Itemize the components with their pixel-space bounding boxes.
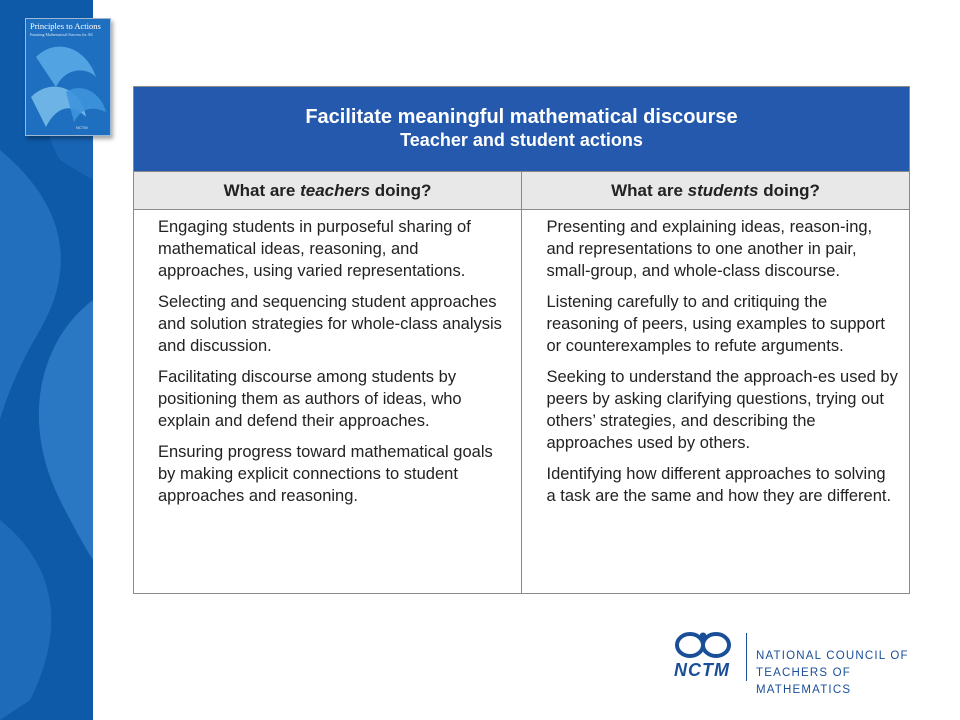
teachers-column-header: [134, 172, 521, 209]
table-header: [134, 87, 909, 171]
teacher-actions-column: [134, 210, 521, 594]
students-header-emph: students: [687, 180, 759, 200]
student-action-item: Listening carefully to and critiquing the reasoning of peers, using examples to support or counterexamples to refute arguments.: [546, 293, 885, 355]
students-header-pre: What are: [611, 180, 683, 200]
nctm-emblem-icon: [672, 630, 742, 660]
nctm-logo: [672, 630, 932, 696]
teachers-header-post: doing?: [374, 180, 432, 200]
student-action-item: Seeking to understand the approach-es used by peers by asking clarifying questions, trying out others’ strategies, and describing the approaches used by others.: [546, 368, 898, 452]
student-action-item: Presenting and explaining ideas, reason-ing, and representations to one another in pair, small-group, and whole-class discourse.: [546, 218, 873, 280]
actions-table: [133, 86, 910, 594]
nctm-name-line-1: NATIONAL COUNCIL OF: [756, 650, 909, 662]
teacher-action-item: Selecting and sequencing student approaches and solution strategies for whole-class analysis and discussion.: [158, 293, 502, 355]
book-cover-thumbnail: [25, 18, 111, 136]
book-subtitle: Ensuring Mathematical Success for All: [30, 32, 93, 37]
nctm-full-name: [756, 648, 932, 699]
teacher-action-item: Ensuring progress toward mathematical goals by making explicit connections to student approaches and reasoning.: [158, 443, 493, 505]
teacher-action-item: Engaging students in purposeful sharing of mathematical ideas, reasoning, and approaches, using varied representations.: [158, 218, 471, 280]
students-header-post: doing?: [763, 180, 820, 200]
teachers-header-emph: teachers: [300, 180, 371, 200]
student-actions-column: [521, 210, 910, 594]
book-cover-art: [26, 37, 110, 135]
teachers-header-pre: What are: [223, 180, 296, 200]
students-column-header: [521, 172, 909, 209]
student-action-item: Identifying how different approaches to solving a task are the same and how they are different.: [546, 465, 892, 505]
table-subtitle: Teacher and student actions: [400, 130, 643, 150]
table-body-row: [134, 210, 909, 594]
book-publisher-mark: NCTM: [76, 125, 88, 130]
column-header-row: [134, 171, 909, 210]
teacher-action-item: Facilitating discourse among students by positioning them as authors of ideas, who explain and defend their approaches.: [158, 368, 462, 430]
book-title: Principles to Actions: [30, 21, 101, 31]
nctm-abbreviation: NCTM: [674, 660, 730, 680]
logo-divider: [746, 633, 747, 681]
table-title: Facilitate meaningful mathematical discourse: [305, 106, 738, 128]
nctm-name-line-2: TEACHERS OF MATHEMATICS: [756, 667, 852, 696]
